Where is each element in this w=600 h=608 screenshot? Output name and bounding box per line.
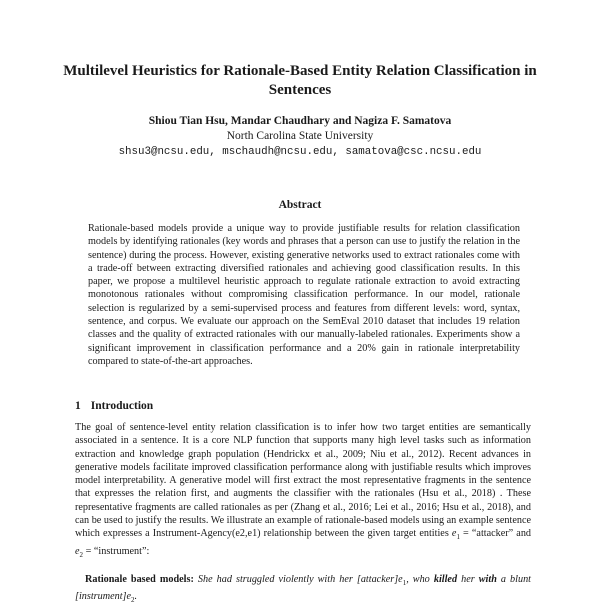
affiliation: North Carolina State University [226, 130, 374, 142]
intro-text: The goal of sentence-level entity relation classification is to infer how two target entities are semantically associated in a sentence. It is a core NLP function that supports many high level tasks such as information extraction and knowledge graph population (Hendrickx et al., 2009; Niu et al., 2012). Recent advances in generative models facilitate improved classification performance along with justifiable results which improves model interpretability. A generative model will first extract the most representative fragments in the sentence that expresses the relation first, and augments the classifier with the rationales (Hsu et al., 2018) . These representative fragments are called rationales as per (Zhang et al., 2016; Lei et al., 2016; Hsu et al., 2018), and can be used to justify the results. We illustrate an example of rationale-based models using an example sentence which expresses a Instrument-Agency(e2,e1) relationship between the given target entities [75, 422, 531, 540]
abstract-heading: Abstract [278, 199, 322, 211]
example-bold-killed: killed [433, 574, 458, 585]
entity-value-e2: = “instrument”: [83, 545, 150, 557]
example-part4: a blunt [instrument] [75, 574, 531, 603]
example-bold-with: with [478, 574, 497, 585]
paper-title: Multilevel Heuristics for Rationale-Based Entity Relation Classification in Sentences [63, 63, 537, 98]
section-title: Introduction [90, 400, 154, 412]
example-e1-sub: 1 [402, 579, 407, 588]
example-part2: , who [406, 574, 434, 585]
section-heading-introduction [75, 400, 163, 412]
entity-var-e2: e [75, 545, 80, 557]
author-list: Shiou Tian Hsu, Mandar Chaudhary and Nagiza F. Samatova [148, 115, 452, 127]
author-emails: shsu3@ncsu.edu, mschaudh@ncsu.edu, samatova@csc.ncsu.edu [118, 146, 482, 158]
section-number: 1 [75, 400, 81, 412]
example-label: Rationale based models: [85, 574, 194, 585]
introduction-paragraph [75, 421, 531, 562]
entity-value-e1: = “attacker” and [459, 528, 532, 540]
abstract-text: Rationale-based models provide a unique way to provide justifiable results for relation classification models by identifying rationales (key words and phrases that a person can use to justify the relation in the sentence) during the process. However, existing generative networks used to extract rationales come with a trade-off between extracting diversified rationales and achieving good classification results. In this paper, we propose a multilevel heuristic approach to regulate rationale extraction to avoid extracting monotonous rationales without compromising classification performance. In our model, rationale selection is regularized by a semi-supervised process and features from different levels: word, syntax, sentence, and corpus. We evaluate our approach on the SemEval 2010 dataset that includes 19 relation classes and the quality of extracted rationales with our manually-labeled rationales. Experiments show a significant improvement in classification performance and a 20% gain in rationale interpretability compared to state-of-the-art approaches. [88, 223, 520, 367]
entity-sub-e2: 2 [79, 550, 84, 559]
example-part1: She had struggled violently with her [attacker] [193, 574, 399, 585]
entity-sub-e1: 1 [456, 533, 460, 542]
example-part3: her [457, 574, 479, 585]
example-e1-var: e [398, 574, 403, 585]
example-e2-sub: 2 [131, 596, 135, 605]
rationale-example [75, 573, 531, 608]
entity-var-e1: e [451, 528, 457, 540]
example-part5: . [134, 591, 138, 603]
example-e2-var: e [126, 591, 132, 603]
